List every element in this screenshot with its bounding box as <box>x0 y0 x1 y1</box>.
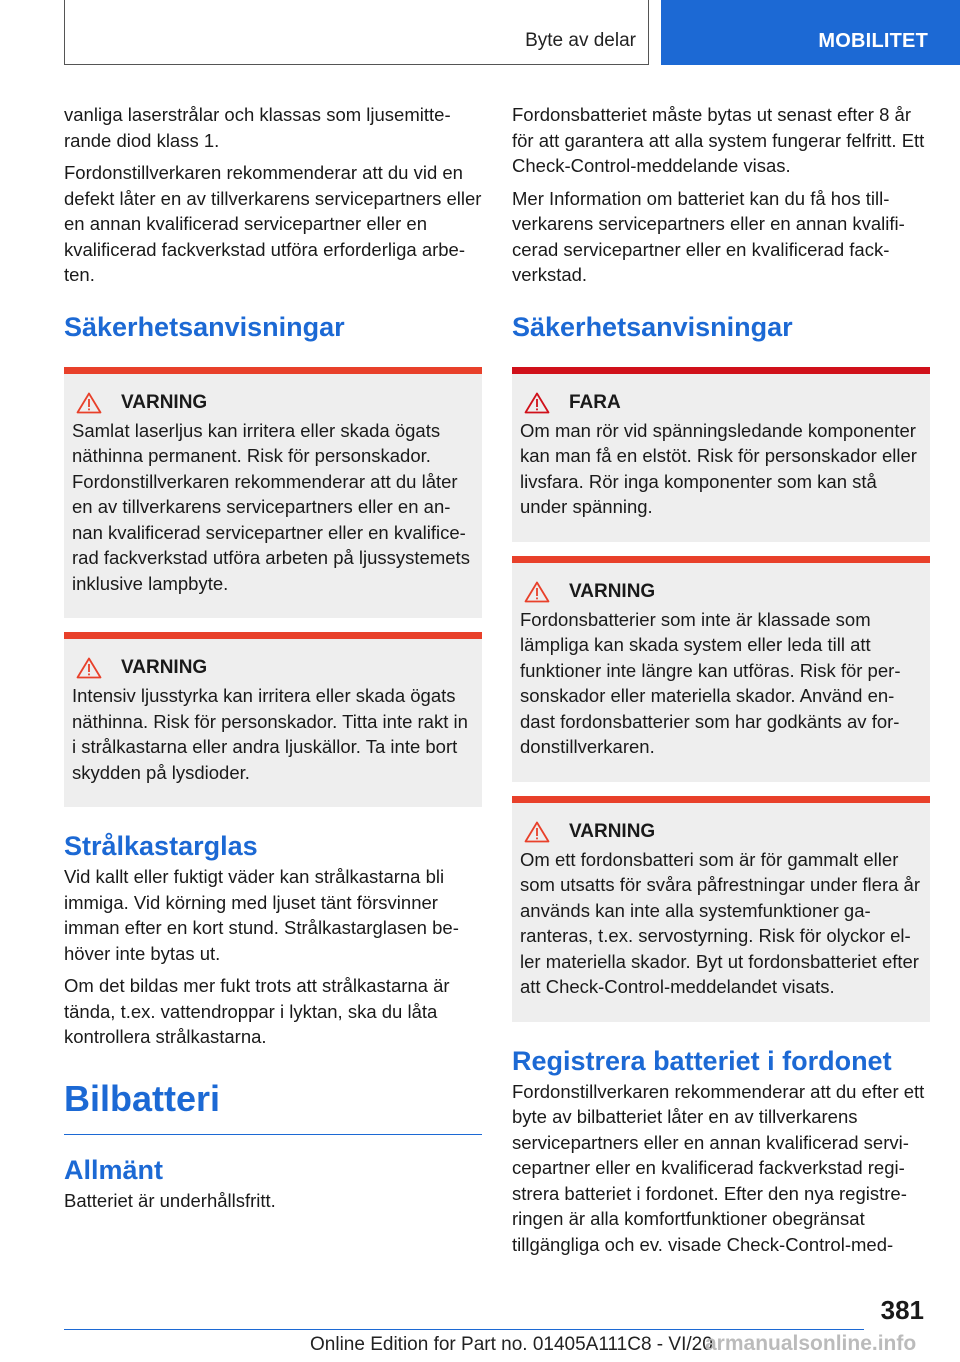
page-number: 381 <box>880 1295 924 1325</box>
header-section-box <box>64 0 649 65</box>
chapter-heading-battery: Bilbatteri <box>64 1078 482 1135</box>
warning-label: VARNING <box>121 657 208 678</box>
paragraph: Fordonstillverkaren rekommenderar att du vid en defekt låter en av tillverkarens servicepartners eller en annan kvalificerad servicepartner eller en kvalificerad fackverkstad utföra erforderliga arbeten. <box>64 162 482 285</box>
paragraph: Fordonsbatteriet måste bytas ut senast efter 8 år för att garantera att alla system fungerar felfritt. Ett Check-Control-meddelande visas. <box>512 104 925 176</box>
paragraph: Mer Information om batteriet kan du få hos tillverkarens servicepartners eller en annan kvalificerad servicepartner eller en kvalificerad fackverkstad. <box>512 187 905 285</box>
warning-text: Fordonsbatterier som inte är klassade som lämpliga kan skada system eller leda till att funktioner inte längre kan utföras. Risk för personskador eller materiella skador. Använd endast fordonsbatterier som har godkänts av fordonstillverkaren. <box>520 608 901 757</box>
warning-box <box>512 556 930 782</box>
header-chapter-badge <box>661 0 960 65</box>
danger-text: Om man rör vid spänningsledande komponenter kan man få en elstöt. Risk för personskador eller livsfara. Rör inga komponenter som kan stå under spänning. <box>520 419 917 517</box>
warning-label: VARNING <box>121 391 208 413</box>
warning-box <box>64 367 482 619</box>
warning-triangle-icon <box>76 392 102 414</box>
right-column <box>512 102 930 1264</box>
warning-triangle-icon <box>524 821 550 843</box>
paragraph: vanliga laserstrålar och klassas som ljusemitterande diod klass 1. <box>64 104 451 151</box>
paragraph: Fordonstillverkaren rekommenderar att du efter ett byte av bilbatteriet låter en av tillverkarens servicepartners eller en annan kvalificerad servicepartner eller en kvalificerad fackverkstad registrera batteriet i fordonet. Efter den nya registreringen är alla komfortfunktioner obegränsat tillgängliga och ev. visade Check-Control-med- <box>512 1080 925 1255</box>
footer-watermark: armanualsonline.info <box>705 1332 917 1355</box>
warning-triangle-icon <box>76 657 102 679</box>
warning-title <box>520 821 922 843</box>
warning-box <box>64 632 482 807</box>
header-chapter-label: MOBILITET <box>818 30 928 52</box>
paragraph: Batteriet är underhållsfritt. <box>64 1189 276 1211</box>
warning-label: VARNING <box>569 580 656 602</box>
paragraph: Vid kallt eller fuktigt väder kan strålkastarna bli immiga. Vid körning med ljuset tänt försvinner imman efter en kort stund. Strålkastarglasen behöver inte bytas ut. <box>64 866 459 964</box>
paragraph: Om det bildas mer fukt trots att strålkastarna är tända, t.ex. vattendroppar i lyktan, ska du låta kontrollera strålkastarna. <box>64 975 450 1047</box>
warning-box <box>512 796 930 1022</box>
section-heading-safety: Säkerhetsanvisningar <box>512 311 793 342</box>
section-heading-safety: Säkerhetsanvisningar <box>64 311 345 342</box>
warning-title <box>72 392 474 414</box>
warning-title <box>72 657 474 679</box>
warning-text: Intensiv ljusstyrka kan irritera eller skada ögats näthinna. Risk för personskador. Titta inte rakt in i strålkastarna eller andra ljuskällor. Ta inte bort skydden på lysdioder. <box>72 685 468 783</box>
warning-title <box>520 581 922 603</box>
danger-box <box>512 367 930 542</box>
danger-label: FARA <box>569 391 621 413</box>
danger-title <box>520 392 922 414</box>
footer-edition: Online Edition for Part no. 01405A111C8 - VI/20 <box>310 1334 713 1355</box>
section-heading-headlight-lens: Strålkastarglas <box>64 831 258 861</box>
section-heading-register-battery: Registrera batteriet i fordonet <box>512 1045 892 1076</box>
warning-label: VARNING <box>569 820 656 842</box>
warning-text: Om ett fordonsbatteri som är för gammalt eller som utsatts för svåra påfrestningar under flera år används kan inte alla systemfunktioner garanteras, t.ex. servostyrning. Risk för olyckor eller materiella skador. Byt ut fordonsbatteriet efter att Check-Control-meddelandet visats. <box>520 848 920 997</box>
footer-divider <box>64 1329 864 1330</box>
warning-triangle-icon <box>524 581 550 603</box>
left-column <box>64 102 482 1220</box>
header-section-title: Byte av delar <box>525 30 636 51</box>
warning-text: Samlat laserljus kan irritera eller skada ögats näthinna permanent. Risk för personskador. Fordonstillverkaren rekommenderar att du låter en av tillverkarens servicepartners eller en annan kvalificerad servicepartner eller en kvalificerad fackverkstad utföra arbeten på ljussystemets inklusive lampbyte. <box>72 419 470 594</box>
danger-triangle-icon <box>524 392 550 414</box>
section-heading-general: Allmänt <box>64 1154 164 1185</box>
